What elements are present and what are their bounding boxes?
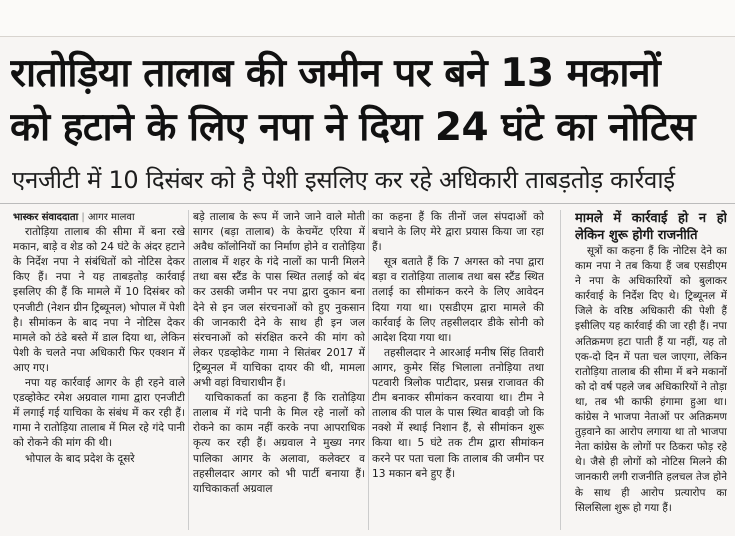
col1-paragraph-3: भोपाल के बाद प्रदेश के दूसरे [25, 452, 135, 465]
sidebar-box [575, 210, 727, 532]
col3-paragraph-1: का कहना हैं कि तीनों जल संपदाओं को बचाने के लिए मेरे द्वारा प्रयास किया जा रहा हैं। [372, 211, 544, 254]
column-divider [368, 210, 369, 530]
sidebar-paragraph: सूत्रों का कहना हैं कि नोटिस देने का काम नपा ने तब किया हैं जब एसडीएम ने नपा के अधिकारियों को बुलाकर कार्रवाई के निर्देश दिए थे। ट्रिब्यूनल में जिले के वरिष्ठ अधिकारी की पेशी हैं इसीलिए यह कार्रवाई की जा रही हैं। नपा अतिक्रमण हटा पाती हैं या नहीं, यह तो एक-दो दिन में पता चल जाएगा, लेकिन रातोड़िया तालाब की सीमा में बने मकानों को दो वर्ष पहले जब अधिकारियों ने तोड़ा था, तब भी काफी हंगामा हुआ था। कांग्रेस ने भाजपा नेताओं पर अतिक्रमण तुड़वाने का आरोप लगाया था तो भाजपा नेता कांग्रेस के लोगों पर ठिकरा फोड़ रहे थे। जैसे ही लोगों को नोटिस मिलने की जानकारी लगी राजनीति हलचल तेज होने के साथ ही आरोप प्रत्यारोप का सिलसिला शुरू हो गया हैं। [575, 245, 727, 514]
column-divider [188, 210, 189, 530]
page-top-strip [0, 0, 735, 37]
header-divider [0, 203, 735, 204]
article-column-3 [372, 210, 544, 532]
col3-paragraph-3: तहसीलदार ने आरआई मनीष सिंह तिवारी आगर, कुमेर सिंह भिलाला तनोड़िया तथा पटवारी त्रिलोक पाटीदार, प्रसन्न राजावत की टीम बनाकर सीमांकन करवाया था। टीम ने तालाब की पाल के पास स्थित बावड़ी जो कि नक्शे में स्थाई निशान हैं, से सीमांकन शुरू किया था। 5 घंटे तक टीम द्वारा सीमांकन करने पर पता चला कि तालाब की जमीन पर 13 मकान बने हुए हैं। [372, 346, 544, 480]
byline-location: आगर मालवा [87, 212, 135, 223]
col1-paragraph-2: नपा यह कार्रवाई आगर के ही रहने वाले एडव्होकेट रमेश अग्रवाल गामा द्वारा एनजीटी में लगाई गई याचिका के संबंध में कर रही हैं। गामा ने रातोड़िया तालाब में मिल रहे गंदे पानी को रोकने की मांग की थी। [13, 377, 185, 450]
sidebar-heading: मामले में कार्रवाई हो न हो लेकिन शुरू होगी राजनीति [575, 211, 727, 243]
col3-paragraph-2: सूत्र बताते हैं कि 7 अगस्त को नपा द्वारा बड़ा व रातोड़िया तालाब तथा बस स्टैंड स्थित तलाई का सीमांकन करने के लिए आवेदन दिया गया था। एसडीएम द्वारा मामले की कार्रवाई के लिए तहसीलदार डीके सोनी को आदेश दिया गया था। [372, 256, 544, 344]
col1-paragraph-1: रातोड़िया तालाब की सीमा में बना रखे मकान, बाड़े व शेड को 24 घंटे के अंदर हटाने के निर्देश नपा ने संबंधितों को नोटिस देकर किए हैं। नपा ने यह ताबड़तोड़ कार्रवाई इसलिए की हैं कि मामले में 10 दिसंबर को एनजीटी (नेशन ग्रीन ट्रिब्यूनल) भोपाल में पेशी है। सीमांकन के बाद नपा ने नोटिस देकर मामले को ठंडे बस्ते में डाल दिया था, लेकिन पेशी के चलते नपा अधिकारी फिर एक्शन में आए गए। [13, 226, 185, 374]
article-column-2 [193, 210, 365, 532]
column-divider [560, 210, 561, 530]
subheadline: एनजीटी में 10 दिसंबर को है पेशी इसलिए कर रहे अधिकारी ताबड़तोड़ कार्रवाई [12, 166, 675, 194]
col2-paragraph-2: याचिकाकर्ता का कहना हैं कि रातोड़िया तालाब में गंदे पानी के मिल रहे नालों को रोकने का काम नहीं करके नपा आपराधिक कृत्य कर रही हैं। अग्रवाल ने मुख्य नगर पालिका आगर के अलावा, कलेक्टर व तहसीलदार आगर को भी पार्टी बनाया हैं। याचिकाकर्ता अग्रवाल [193, 392, 365, 495]
byline-separator: | [81, 212, 85, 223]
article-column-1 [13, 210, 185, 532]
headline-line-1: रातोड़िया तालाब की जमीन पर बने 13 मकानों [10, 51, 661, 96]
byline [13, 210, 185, 225]
headline-line-2: को हटाने के लिए नपा ने दिया 24 घंटे का नोटिस [10, 105, 695, 150]
byline-source: भास्कर संवाददाता [13, 212, 79, 223]
col2-paragraph-1: बड़े तालाब के रूप में जाने जाने वाले मोती सागर (बड़ा तालाब) के केचमेंट एरिया में अवैध कॉलोनियों का निर्माण होने व रातोड़िया तालाब में शहर के गंदे नालों का पानी मिलने तथा बस स्टैंड के पास स्थित तलाई को बंद कर उसकी जमीन पर नपा द्वारा दुकान बना देने से इन जल संरचनाओं को हुए नुकसान की जानकारी देने के साथ ही इन जल संरचनाओं को संरक्षित करने की मांग को लेकर एडव्होकेट गामा ने सितंबर 2017 में ट्रिब्यूनल में याचिका दायर की थी, मामला अभी वहां विचाराधीन हैं। [193, 211, 365, 390]
